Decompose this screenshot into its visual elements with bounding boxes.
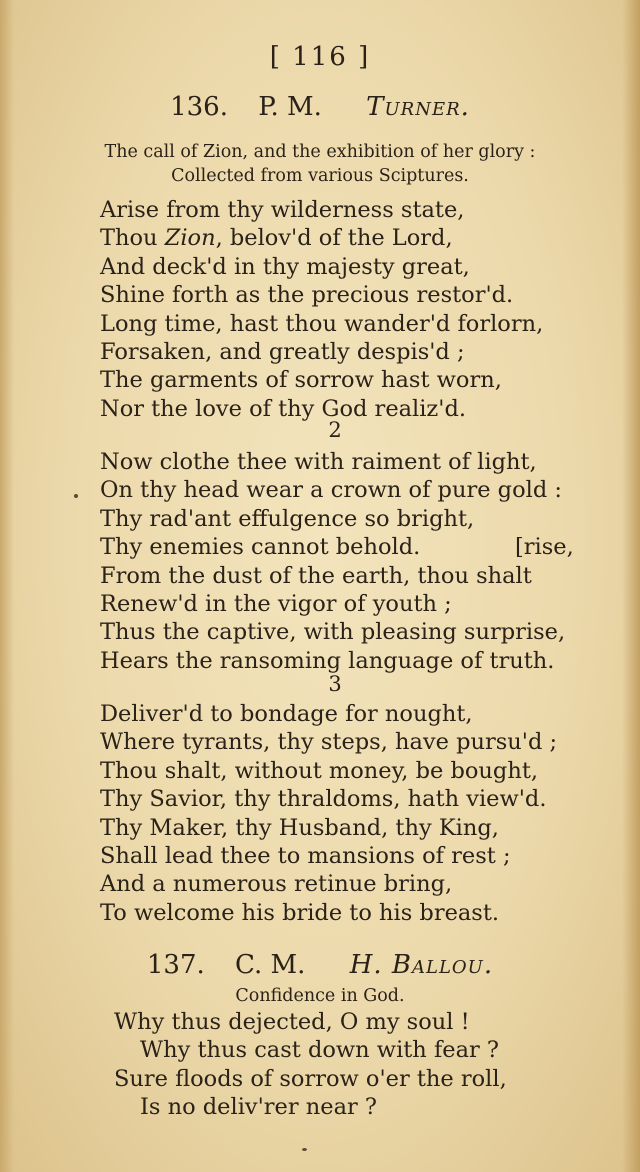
verse-line: Renew'd in the vigor of youth ; [100, 591, 452, 618]
hymn-136-stanza-3 [100, 700, 600, 927]
verse-italic-name: Zion [164, 225, 216, 252]
hymn-136-subtitle [0, 140, 640, 188]
verse-text: , belov'd of the Lord, [215, 225, 453, 252]
verse-line: And a numerous retinue bring, [100, 871, 453, 898]
verse-line: Shall lead thee to mansions of rest ; [100, 843, 511, 870]
verse-line: Thy Savior, thy thraldoms, hath view'd. [100, 786, 547, 813]
verse-line: Shine forth as the precious restor'd. [100, 282, 514, 309]
verse-line: Hears the ransoming language of truth. [100, 647, 555, 674]
subtitle-line: Collected from various Sciptures. [171, 166, 469, 186]
verse-line: To welcome his bride to his breast. [100, 899, 500, 926]
hymn-author: H. Ballou. [349, 950, 494, 980]
hymn-author: Turner. [366, 92, 470, 122]
verse-line: Where tyrants, thy steps, have pursu'd ; [100, 729, 558, 756]
verse-text: Thy enemies cannot behold. [100, 534, 421, 561]
verse-line: From the dust of the earth, thou shalt [100, 562, 532, 589]
verse-line: The garments of sorrow hast worn, [100, 367, 502, 394]
hymn-137-heading [0, 950, 640, 980]
verse-line: Arise from thy wilderness state, [100, 197, 465, 223]
verse-text: Thou [100, 225, 165, 252]
verse-turnover: [rise, [515, 534, 574, 561]
hymn-number: 137. [146, 950, 205, 980]
verse-line: Deliver'd to bondage for nought, [100, 701, 473, 727]
subtitle-line: The call of Zion, and the exhibition of her glory : [104, 142, 536, 162]
hymn-meter: P. M. [258, 92, 322, 122]
hymn-137-subtitle: Confidence in God. [235, 986, 405, 1006]
hymn-136-stanza-1 [100, 196, 600, 423]
verse-line: Now clothe thee with raiment of light, [100, 449, 537, 475]
paper-speck [302, 1148, 307, 1151]
verse-line [100, 224, 600, 252]
verse-line: Thy rad'ant effulgence so bright, [100, 505, 475, 532]
verse-line: Forsaken, and greatly despis'd ; [100, 339, 465, 366]
verse-line: Thou shalt, without money, be bought, [100, 757, 539, 784]
verse-line: Why thus dejected, O my soul ! [114, 1009, 470, 1035]
verse-line: Is no deliv'rer near ? [140, 1094, 377, 1121]
stanza-number: 3 [328, 672, 342, 696]
verse-line: And deck'd in thy majesty great, [100, 253, 470, 280]
verse-line: Sure floods of sorrow o'er the roll, [114, 1065, 507, 1092]
hymn-meter: C. M. [235, 950, 306, 980]
hymn-136-stanza-2 [100, 448, 600, 675]
page-number-header: [ 116 ] [269, 42, 371, 72]
verse-line: Thy Maker, thy Husband, thy King, [100, 814, 499, 841]
verse-line: Why thus cast down with fear ? [140, 1037, 499, 1064]
verse-line [100, 533, 600, 561]
stanza-number: 2 [328, 418, 342, 442]
verse-line: On thy head wear a crown of pure gold : [100, 477, 562, 504]
hymn-136-heading [0, 92, 640, 122]
verse-line: Nor the love of thy God realiz'd. [100, 395, 467, 422]
hymn-number: 136. [170, 92, 228, 122]
verse-line: Thus the captive, with pleasing surprise, [100, 619, 566, 646]
verse-line: Long time, hast thou wander'd forlorn, [100, 310, 544, 337]
paper-speck [74, 494, 78, 498]
hymn-137-stanza-1 [114, 1008, 614, 1122]
